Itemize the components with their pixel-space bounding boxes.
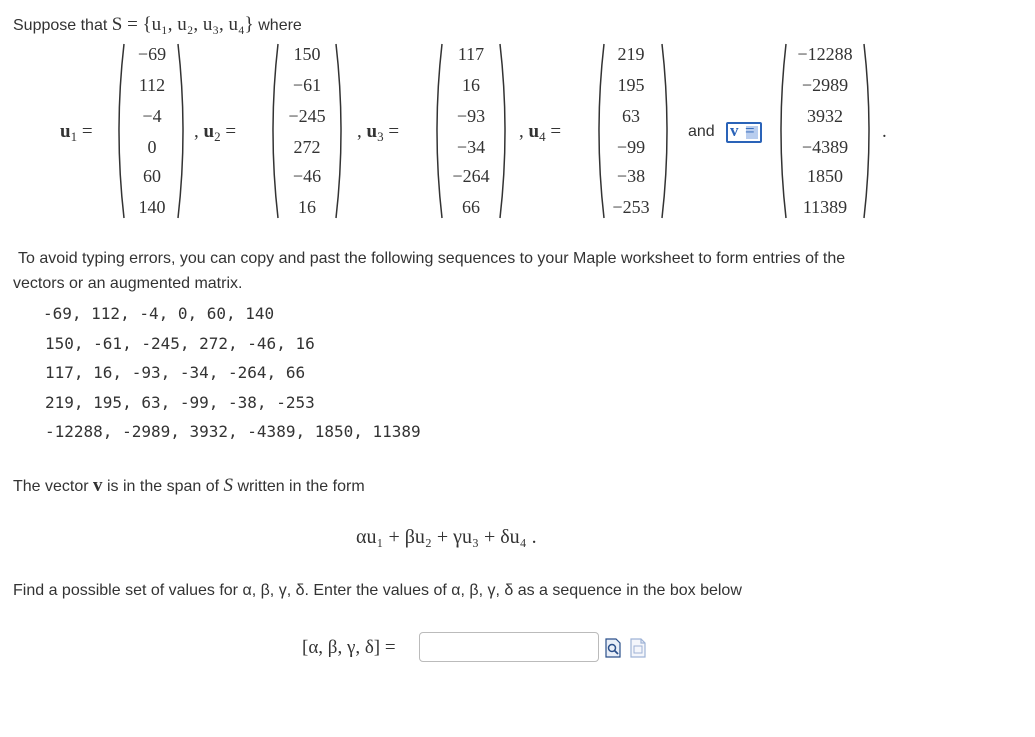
sequence-u2: 150, -61, -245, 272, -46, 16 [45, 334, 315, 353]
v-entry: 1850 [807, 166, 843, 186]
answer-label: [α, β, γ, δ] = [302, 637, 396, 658]
u2-entry: −245 [288, 106, 326, 126]
u3-entry: 16 [462, 75, 480, 95]
sequence-u1: -69, 112, -4, 0, 60, 140 [43, 304, 275, 323]
u2-entry: 150 [293, 44, 321, 64]
v-entry: −2989 [801, 75, 849, 95]
answer-input[interactable] [419, 632, 599, 662]
u1-entry: 140 [138, 197, 166, 217]
u1-entry: 0 [147, 137, 157, 157]
left-paren-icon [266, 42, 280, 220]
v-entry: 3932 [807, 106, 843, 126]
span-suffix: written in the form [237, 478, 365, 495]
u3-entry: −34 [456, 137, 486, 157]
right-paren-icon [498, 42, 512, 220]
span-v: v [93, 475, 103, 496]
v-equals: = [745, 121, 755, 140]
u2-entry: 16 [298, 197, 316, 217]
sequence-u4: 219, 195, 63, -99, -38, -253 [45, 393, 315, 412]
u1-entry: 60 [143, 166, 161, 186]
v-entry: −12288 [797, 44, 853, 64]
linear-combination: αu₁ + βu₂ + γu₃ + δu₄ . [356, 526, 537, 548]
intro-line [13, 14, 302, 36]
help-document-icon[interactable] [630, 638, 646, 658]
u3-entry: −264 [452, 166, 490, 186]
u2-label: , $u_2$ = [194, 121, 237, 144]
find-instruction: Find a possible set of values for α, β, γ, δ. Enter the values of α, β, γ, δ as a sequence in the box below [13, 582, 742, 599]
u1-label: $u_1$ = [60, 121, 93, 144]
span-s: S [223, 475, 234, 496]
u3-entry: 66 [462, 197, 480, 217]
and-text: and [688, 123, 715, 140]
vector-v [774, 42, 878, 222]
vector-u4 [592, 42, 676, 222]
u4-entry: 219 [617, 44, 645, 64]
right-paren-icon [660, 42, 674, 220]
instructions-line1: To avoid typing errors, you can copy and past the following sequences to your Maple worksheet to form entries of the [18, 250, 846, 267]
span-statement [13, 475, 365, 497]
set-expression: S = {u₁, u₂, u₃, u₄} [111, 14, 254, 35]
u2-entry: −61 [292, 75, 322, 95]
u4-entry: 63 [622, 106, 640, 126]
span-middle: is in the span of [107, 478, 220, 495]
vector-u3 [430, 42, 514, 222]
sequence-u3: 117, 16, -93, -34, -264, 66 [45, 363, 306, 382]
intro-suffix: where [258, 17, 302, 34]
final-period: . [882, 121, 887, 142]
u4-label: , $u_4$ = [519, 121, 562, 144]
u4-entry: −99 [616, 137, 646, 157]
instructions-line2: vectors or an augmented matrix. [13, 275, 243, 292]
vector-u1 [112, 42, 192, 222]
left-paren-icon [430, 42, 444, 220]
u3-entry: −93 [456, 106, 486, 126]
u2-entry: −46 [292, 166, 322, 186]
vector-u2 [266, 42, 350, 222]
left-paren-icon [112, 42, 126, 220]
span-prefix: The vector [13, 478, 89, 495]
right-paren-icon [334, 42, 348, 220]
v-label: v [730, 121, 739, 140]
right-paren-icon [862, 42, 876, 220]
u4-entry: −253 [612, 197, 650, 217]
v-label-box[interactable] [726, 122, 762, 143]
u1-entry: −4 [142, 106, 162, 126]
sequence-v: -12288, -2989, 3932, -4389, 1850, 11389 [45, 422, 421, 441]
u2-entry: 272 [293, 137, 321, 157]
u1-entry: 112 [138, 75, 166, 95]
intro-prefix: Suppose that [13, 17, 108, 34]
u4-entry: −38 [616, 166, 646, 186]
u1-entry: −69 [137, 44, 167, 64]
v-entry: −4389 [801, 137, 849, 157]
u3-label: , $u_3$ = [357, 121, 400, 144]
right-paren-icon [176, 42, 190, 220]
u3-entry: 117 [457, 44, 485, 64]
u4-entry: 195 [617, 75, 645, 95]
v-entry: 11389 [802, 197, 848, 217]
preview-icon[interactable] [605, 638, 621, 658]
left-paren-icon [774, 42, 788, 220]
left-paren-icon [592, 42, 606, 220]
